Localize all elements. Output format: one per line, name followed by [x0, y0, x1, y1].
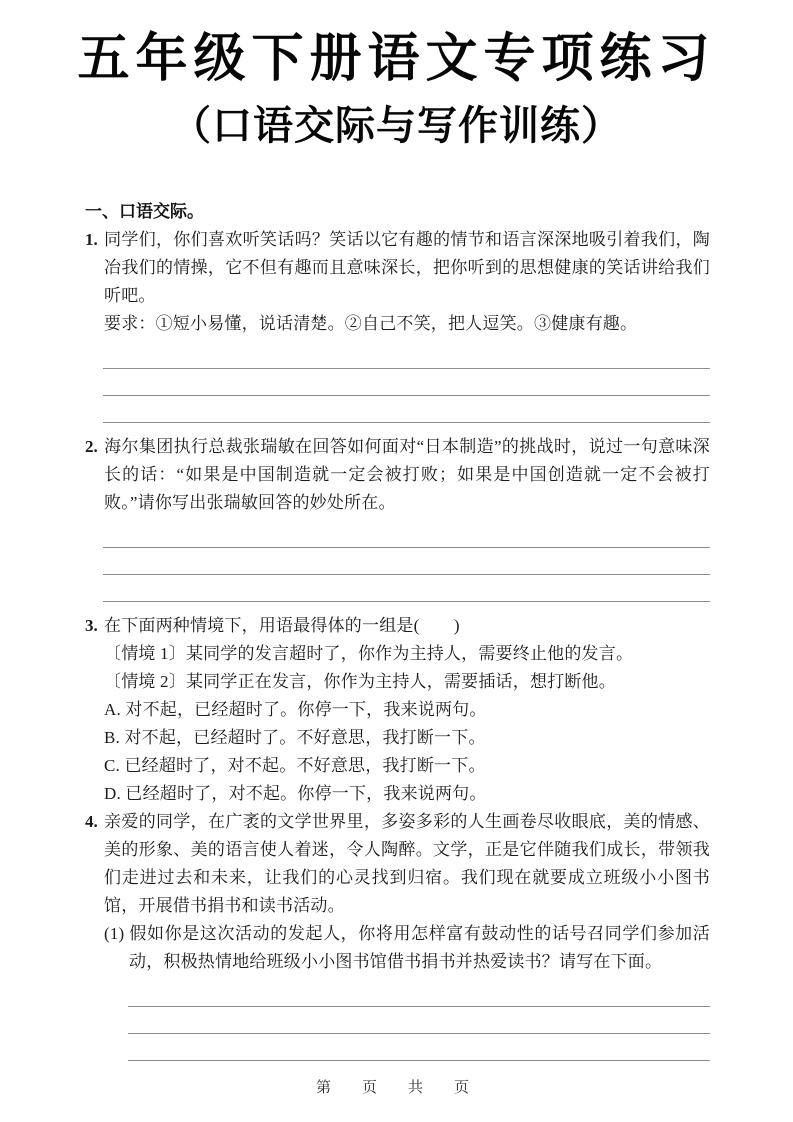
- question-1-answer-area: [103, 342, 710, 423]
- question-2-text: 海尔集团执行总裁张瑞敏在回答如何面对“日本制造”的挑战时，说过一句意味深长的话：“如果是中国制造就一定会被打败；如果是中国创造就一定不会被打败。”请你写出张瑞敏回答的妙处所在。: [104, 437, 710, 512]
- answer-line: [128, 1007, 710, 1034]
- question-1-number: 1.: [85, 230, 98, 249]
- page-footer: 第 页 共 页: [315, 1078, 477, 1096]
- question-2-text-block: [85, 433, 710, 517]
- answer-line: [103, 369, 710, 396]
- question-3: [85, 612, 710, 808]
- section-heading: 一、口语交际。: [85, 202, 204, 222]
- answer-line: [103, 396, 710, 423]
- answer-line: [103, 342, 710, 369]
- question-1-text: 同学们，你们喜欢听笑话吗？笑话以它有趣的情节和语言深深地吸引着我们，陶冶我们的情操，它不但有趣而且意味深长，把你听到的思想健康的笑话讲给我们听吧。: [104, 230, 710, 305]
- answer-line: [103, 521, 710, 548]
- question-2-number: 2.: [85, 437, 98, 456]
- question-3-number: 3.: [85, 616, 98, 635]
- page-subtitle: （口语交际与写作训练）: [171, 103, 622, 149]
- question-3-option-b: B. 对不起，已经超时了。不好意思，我打断一下。: [104, 728, 486, 747]
- question-3-option-d: D. 已经超时了，对不起。你停一下，我来说两句。: [104, 784, 487, 803]
- question-1: [85, 226, 710, 423]
- question-4-text-block: [85, 808, 710, 976]
- question-3-option-c: C. 已经超时了，对不起。不好意思，我打断一下。: [104, 756, 486, 775]
- answer-line: [128, 1034, 710, 1061]
- question-3-option-a: A. 对不起，已经超时了。你停一下，我来说两句。: [104, 700, 487, 719]
- question-4-text: 亲爱的同学，在广袤的文学世界里，多姿多彩的人生画卷尽收眼底，美的情感、美的形象、美的语言使人着迷，令人陶醉。文学，正是它伴随我们成长，带领我们走进过去和未来，让我们的心灵找到归宿。我们现在就要成立班级小小图书馆，开展借书捐书和读书活动。: [104, 812, 710, 915]
- question-3-situation-1: 〔情境 1〕某同学的发言超时了，你作为主持人，需要终止他的发言。: [104, 644, 634, 663]
- question-2-answer-area: [103, 521, 710, 602]
- question-4-sub-1-text: 假如你是这次活动的发起人，你将用怎样富有鼓动性的话号召同学们参加活动，积极热情地给班级小小图书馆借书捐书并热爱读书？请写在下面。: [129, 924, 710, 971]
- question-4-number: 4.: [85, 812, 98, 831]
- page-header: [0, 28, 793, 152]
- question-3-stem: 在下面两种情境下，用语最得体的一组是( ): [104, 616, 460, 635]
- page-title: 五年级下册语文专项练习: [77, 29, 716, 89]
- answer-line: [128, 980, 710, 1007]
- question-3-situation-2: 〔情境 2〕某同学正在发言，你作为主持人，需要插话，想打断他。: [104, 672, 616, 691]
- question-4-sub-1-number: (1): [104, 924, 125, 943]
- answer-line: [103, 548, 710, 575]
- question-4-answer-area: [128, 980, 710, 1061]
- question-2: [85, 433, 710, 602]
- question-3-text-block: [85, 612, 710, 808]
- worksheet-content: [85, 198, 710, 1061]
- question-1-text-block: [85, 226, 710, 338]
- question-1-requirement: 要求：①短小易懂，说话清楚。②自己不笑，把人逗笑。③健康有趣。: [104, 314, 638, 333]
- answer-line: [103, 575, 710, 602]
- question-4: [85, 808, 710, 1061]
- question-4-sub-1: [104, 920, 710, 976]
